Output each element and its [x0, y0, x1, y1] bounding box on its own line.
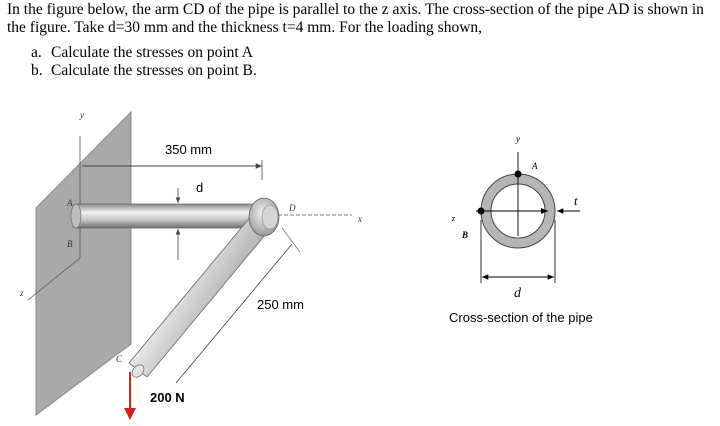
cs-point-b: [478, 208, 485, 215]
dim-350-label: 350 mm: [165, 142, 212, 157]
axis-x-label: x: [358, 214, 362, 224]
cs-caption: Cross-section of the pipe: [449, 310, 593, 325]
cs-label-b: B: [462, 230, 469, 240]
pipe-ad: [73, 204, 258, 228]
load-arrow-head: [124, 408, 136, 420]
load-label: 200 N: [150, 390, 185, 405]
problem-intro: In the figure below, the arm CD of the pipe is parallel to the z axis. The cross-section of the pipe AD is shown in the figure. Take d=30 mm and the thickness t=4 mm. For the loading shown,: [7, 1, 704, 36]
cross-section: [449, 134, 593, 325]
part-b-label: b.: [31, 62, 43, 79]
dim-250-ext: [282, 228, 300, 252]
part-a-label: a.: [31, 44, 42, 61]
cs-label-a: A: [532, 161, 538, 171]
cs-label-t: t: [574, 193, 578, 208]
point-d-label: D: [289, 203, 296, 213]
cs-label-d: d: [514, 286, 521, 301]
point-a-label: A: [67, 198, 73, 208]
cs-axis-y-label: y: [516, 134, 520, 144]
pipe-ad-root: [71, 204, 81, 228]
axis-z-label: z: [20, 288, 24, 298]
part-a-text: Calculate the stresses on point A: [51, 44, 253, 61]
cs-axis-z-label: z: [452, 214, 456, 223]
dim-250-label: 250 mm: [257, 297, 304, 312]
dim-d-label: d: [196, 180, 204, 195]
wall: [36, 112, 131, 415]
pipe-figure: [19, 110, 362, 420]
cs-point-a: [515, 171, 522, 178]
elbow-d-inner: [262, 205, 278, 229]
part-b-text: Calculate the stresses on point B.: [51, 62, 257, 79]
axis-y-label: y: [80, 110, 84, 120]
point-c-label: C: [116, 354, 123, 364]
point-b-label: B: [67, 239, 73, 249]
